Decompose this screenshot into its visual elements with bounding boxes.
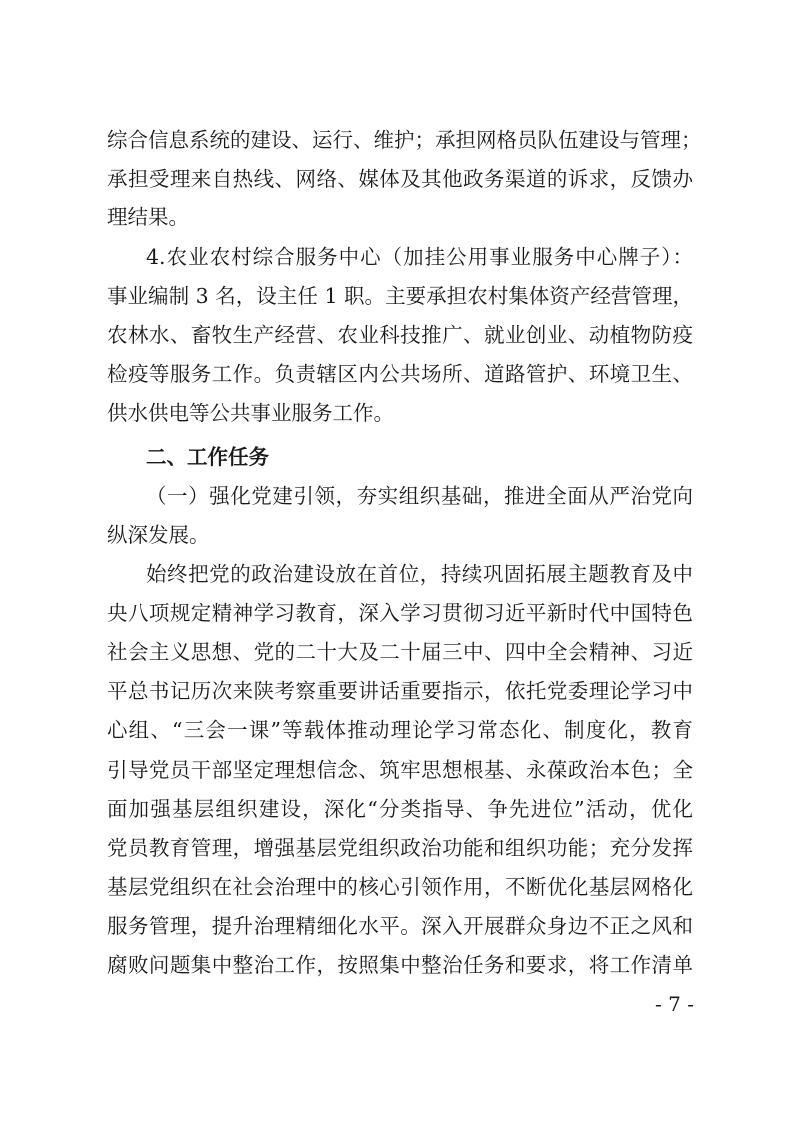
subsection-heading: （一）强化党建引领，夯实组织基础，推进全面从严治党向 [146,484,693,508]
text-line: 农林水、畜牧生产经营、农业科技推广、就业创业、动植物防疫 [107,323,693,347]
text-line: 理结果。 [107,205,189,229]
section-heading: 二、工作任务 [146,445,269,469]
text-line: 面加强基层组织建设，深化“分类指导、争先进位”活动，优化 [107,797,693,821]
text-line: 承担受理来自热线、网络、媒体及其他政务渠道的诉求，反馈办 [107,167,693,191]
text-line: 党员教育管理，增强基层党组织政治功能和组织功能；充分发挥 [107,836,693,860]
text-line: 腐败问题集中整治工作，按照集中整治任务和要求，将工作清单 [107,953,693,977]
text-line: 始终把党的政治建设放在首位，持续巩固拓展主题教育及中 [146,562,693,586]
subsection-heading-cont: 纵深发展。 [107,523,210,547]
text-line: 服务管理，提升治理精细化水平。深入开展群众身边不正之风和 [107,914,693,938]
text-line: 4.农业农村综合服务中心（加挂公用事业服务中心牌子）： [146,245,693,269]
text-line: 引导党员干部坚定理想信念、筑牢思想根基、永葆政治本色；全 [107,758,693,782]
text-line: 事业编制 3 名，设主任 1 职。主要承担农村集体资产经营管理， [107,284,693,308]
text-line: 社会主义思想、党的二十大及二十届三中、四中全会精神、习近 [107,640,693,664]
text-line: 平总书记历次来陕考察重要讲话重要指示，依托党委理论学习中 [107,679,693,703]
text-line: 综合信息系统的建设、运行、维护；承担网格员队伍建设与管理； [107,128,702,152]
text-line: 基层党组织在社会治理中的核心引领作用，不断优化基层网格化 [107,875,693,899]
text-line: 心组、“三会一课”等载体推动理论学习常态化、制度化，教育 [107,718,693,742]
text-line: 供水供电等公共事业服务工作。 [107,401,394,425]
text-line: 央八项规定精神学习教育，深入学习贯彻习近平新时代中国特色 [107,601,693,625]
page-number: - 7 - [655,992,694,1016]
text-line: 检疫等服务工作。负责辖区内公共场所、道路管护、环境卫生、 [107,362,693,386]
